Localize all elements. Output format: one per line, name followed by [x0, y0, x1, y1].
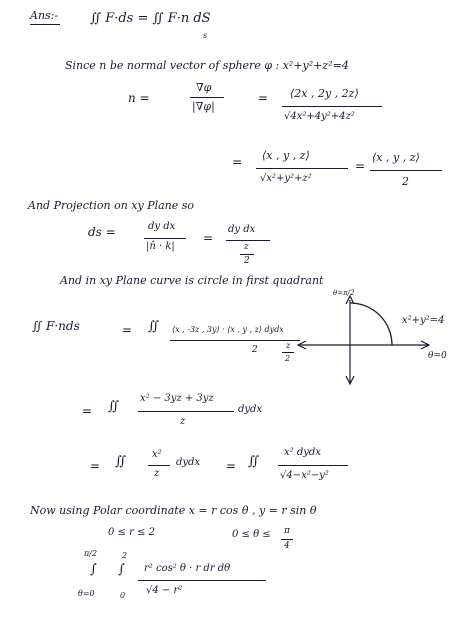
simplified-normal-numerator: ⟨x , y , z⟩ [372, 151, 420, 164]
z-over-2-numerator: z [244, 242, 249, 252]
polar-integrand-denominator: √4 − r² [146, 585, 183, 596]
gradient-numerator: ⟨2x , 2y , 2z⟩ [290, 87, 359, 100]
dydx-differential: dydx [238, 404, 263, 415]
gradient-denominator: √4x²+4y²+4z² [284, 111, 355, 122]
z-over-2-den: 2 [285, 354, 291, 363]
dydx-numerator: dy dx [228, 224, 256, 235]
double-integral-sign: ∬ [248, 454, 260, 469]
ds-denominator: |n̂ · k| [146, 241, 175, 252]
simplified-denominator: z [180, 416, 186, 427]
ds-numerator: dy dx [148, 221, 176, 232]
double-integral-sign: ∬ [148, 319, 160, 334]
theta-upper-den: 4 [284, 541, 290, 551]
dydx-differential: dydx [176, 457, 201, 468]
double-integral-sign: ∬ [108, 399, 120, 414]
fraction-bar [278, 465, 348, 466]
equals-sign: = [90, 459, 101, 473]
z-denominator: z [154, 468, 160, 479]
simplified-numerator: x² − 3yz + 3yz [140, 393, 214, 404]
fraction-bar [282, 352, 294, 353]
double-integral-sign: ∬ [115, 454, 127, 469]
unit-normal-numerator: ⟨x , y , z⟩ [262, 149, 310, 162]
equals-sign: = [355, 159, 366, 173]
equals-sign: = [82, 404, 93, 418]
theta-lower-limit: θ=0 [78, 589, 95, 598]
polar-coordinate-statement: Now using Polar coordinate x = r cos θ , y = r sin θ [30, 504, 317, 517]
final-denominator: √4−x²−y² [280, 470, 329, 481]
fraction-bar [138, 411, 234, 412]
equals-sign: = [203, 231, 214, 245]
surface-integral-equation: ∬ F·ds = ∬ F·n dS [90, 11, 211, 26]
dot-product-denominator-2: 2 [252, 345, 258, 355]
normal-vector-statement: Since n be normal vector of sphere φ : x²+y²+z²=4 [65, 59, 349, 72]
n-label: n = [128, 91, 150, 105]
simplified-normal-denominator: 2 [402, 175, 409, 188]
r-range: 0 ≤ r ≤ 2 [108, 527, 155, 538]
theta-upper-limit: π/2 [84, 549, 98, 558]
equals-sign: = [226, 459, 237, 473]
surface-integral-lhs: ∬ F·nds [32, 319, 80, 333]
r-lower-limit: 0 [120, 591, 126, 600]
grad-phi-numerator: ∇φ [196, 81, 212, 94]
integral-sign-theta: ∫ [90, 562, 97, 577]
x-squared-numerator: x² [152, 449, 162, 460]
projection-statement: And Projection on xy Plane so [28, 199, 195, 212]
theta-zero-label: θ=0 [428, 351, 447, 361]
fraction-bar [138, 580, 266, 581]
ds-label: ds = [88, 225, 116, 239]
z-over-2-denominator: 2 [244, 256, 250, 266]
theta-pi-over-2-label: θ=π/2 [333, 289, 355, 297]
polar-integrand-numerator: r² cos² θ · r dr dθ [144, 563, 231, 574]
equals-sign: = [232, 155, 243, 169]
r-upper-limit: 2 [122, 551, 128, 560]
surface-subscript: s [203, 31, 208, 40]
circle-equation-label: x²+y²=4 [402, 315, 445, 326]
unit-normal-denominator: √x²+y²+z² [260, 173, 312, 184]
equals-sign: = [122, 323, 133, 337]
integral-sign-r: ∫ [118, 562, 125, 577]
theta-range: 0 ≤ θ ≤ [232, 529, 271, 540]
equals-sign: = [258, 91, 269, 105]
grad-phi-denominator: |∇φ| [192, 100, 215, 113]
theta-upper-num: π [284, 526, 290, 536]
fraction-bar [170, 340, 300, 341]
dot-product-numerator: ⟨x , -3z , 3y⟩ · ⟨x , y , z⟩ dydx [172, 325, 284, 334]
fraction-bar [148, 465, 170, 466]
z-over-2-num: z [286, 341, 291, 350]
quadrant-statement: And in xy Plane curve is circle in first quadrant [60, 274, 324, 287]
answer-label: Ans:- [30, 9, 59, 22]
final-numerator: x² dydx [284, 447, 321, 458]
fraction-bar [281, 539, 293, 540]
